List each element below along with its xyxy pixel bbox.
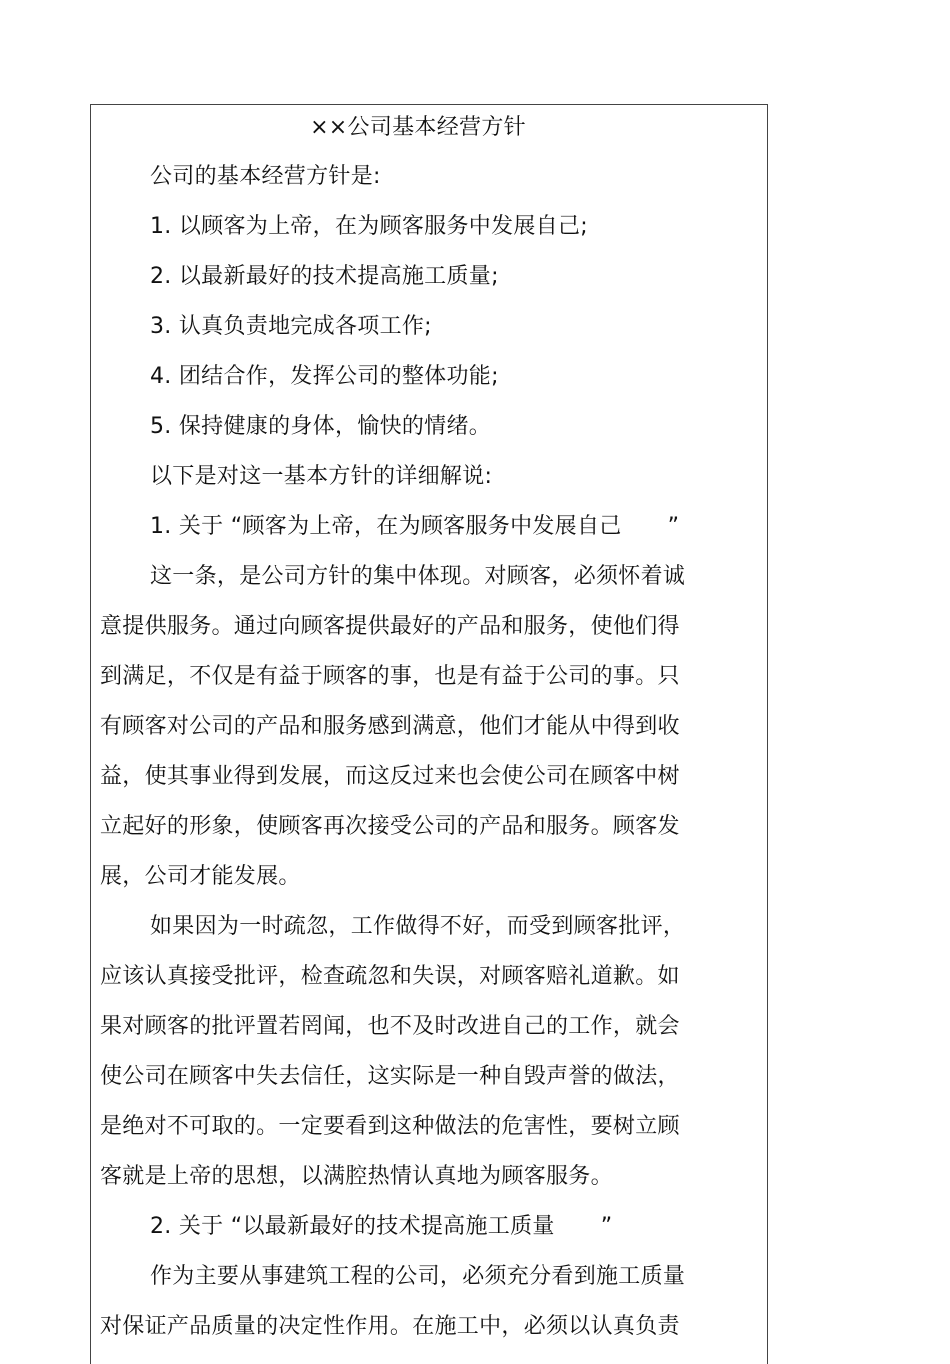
paragraph-line: 如果因为一时疏忽，工作做得不好，而受到顾客批评，: [150, 914, 686, 939]
explanation-intro: 以下是对这一基本方针的详细解说:: [150, 464, 493, 489]
section-heading-1-close-quote: ”: [667, 514, 680, 539]
section-heading-2: [100, 1202, 700, 1252]
document-title: ××公司基本经营方针: [310, 115, 526, 140]
section-heading-2-text: 2. 关于 “以最新最好的技术提高施工质量: [150, 1214, 555, 1239]
principle-item: 5. 保持健康的身体，愉快的情绪。: [150, 414, 492, 439]
paragraph-line: 使公司在顾客中失去信任，这实际是一种自毁声誉的做法，: [100, 1064, 680, 1089]
paragraph-line: 立起好的形象，使顾客再次接受公司的产品和服务。顾客发: [100, 814, 680, 839]
principle-item: 1. 以顾客为上帝，在为顾客服务中发展自己;: [150, 214, 588, 239]
principle-item: 2. 以最新最好的技术提高施工质量;: [150, 264, 499, 289]
paragraph-line: 益，使其事业得到发展，而这反过来也会使公司在顾客中树: [100, 764, 680, 789]
paragraph-line: 果对顾客的批评置若罔闻，也不及时改进自己的工作，就会: [100, 1014, 680, 1039]
paragraph-line: 客就是上帝的思想，以满腔热情认真地为顾客服务。: [100, 1164, 613, 1189]
paragraph-line: 应该认真接受批评，检查疏忽和失误，对顾客赔礼道歉。如: [100, 964, 680, 989]
principle-item: 4. 团结合作，发挥公司的整体功能;: [150, 364, 499, 389]
paragraph-line: 这一条，是公司方针的集中体现。对顾客，必须怀着诚: [150, 564, 686, 589]
paragraph-line: 展，公司才能发展。: [100, 864, 301, 889]
intro-text: 公司的基本经营方针是:: [150, 164, 381, 189]
paragraph-line: 意提供服务。通过向顾客提供最好的产品和服务，使他们得: [100, 614, 680, 639]
paragraph-line: 是绝对不可取的。一定要看到这种做法的危害性，要树立顾: [100, 1114, 680, 1139]
paragraph-line: 有顾客对公司的产品和服务感到满意，他们才能从中得到收: [100, 714, 680, 739]
section-heading-1: [100, 502, 700, 552]
paragraph-line: 对保证产品质量的决定性作用。在施工中，必须以认真负责: [100, 1314, 680, 1339]
section-heading-2-close-quote: ”: [600, 1214, 613, 1239]
principle-item: 3. 认真负责地完成各项工作;: [150, 314, 432, 339]
document-body: [100, 106, 700, 1352]
paragraph-line: 到满足，不仅是有益于顾客的事，也是有益于公司的事。只: [100, 664, 680, 689]
paragraph-line: 作为主要从事建筑工程的公司，必须充分看到施工质量: [150, 1264, 686, 1289]
section-heading-1-text: 1. 关于 “顾客为上帝，在为顾客服务中发展自己: [150, 514, 622, 539]
